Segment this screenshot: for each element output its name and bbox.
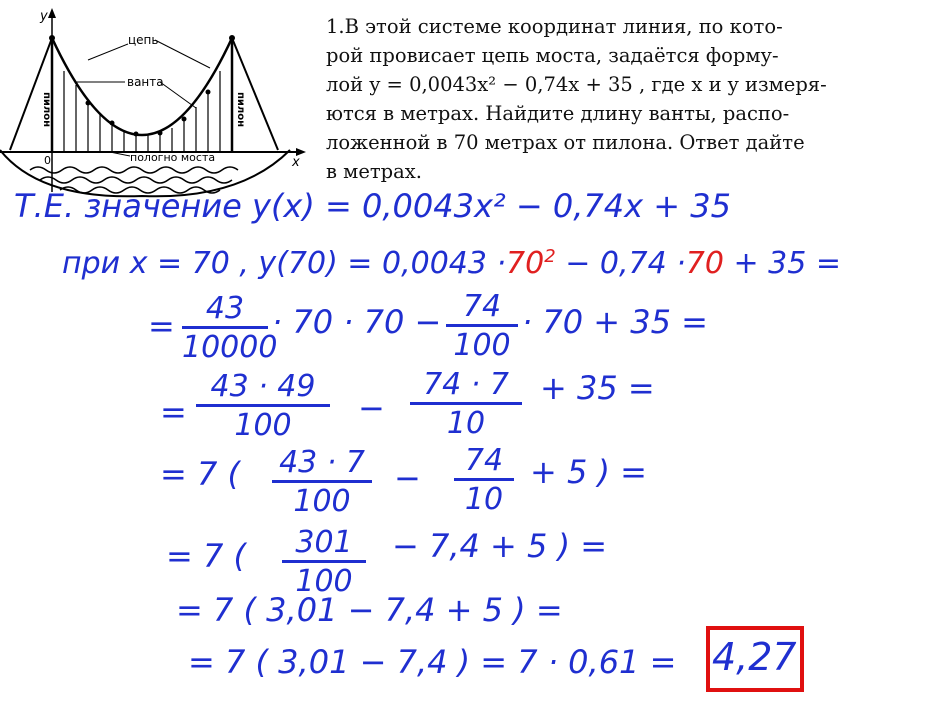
fraction-numerator: 43 · 7	[279, 445, 365, 480]
line6-tail: − 7,4 + 5 ) =	[392, 527, 608, 565]
line5-fraction-1	[272, 445, 372, 519]
line3-mid: · 70 · 70 −	[272, 303, 442, 341]
solution-line-8: = 7 ( 3,01 − 7,4 ) = 7 · 0,61 =	[188, 643, 677, 681]
fraction-numerator: 43 · 49	[210, 369, 316, 404]
line6-fraction-1	[282, 525, 366, 599]
line3-fraction-2	[446, 289, 518, 363]
line2-part-a: при x = 70 , y(70) = 0,0043 ·	[62, 246, 507, 281]
problem-line: 1.В этой системе координат линия, по кото-	[326, 15, 783, 38]
problem-text	[326, 12, 926, 186]
line2-exponent: 2	[544, 246, 556, 267]
fraction-denominator: 100	[293, 484, 351, 519]
problem-line: ются в метрах. Найдите длину ванты, распо-	[326, 102, 790, 125]
line2-red-70: 70	[506, 246, 545, 281]
line4-fraction-1	[196, 369, 330, 443]
line2-part-c: + 35 =	[723, 246, 841, 281]
line4-eq: =	[160, 393, 187, 431]
line5-fraction-2	[454, 443, 514, 517]
problem-line: в метрах.	[326, 160, 422, 183]
fraction-denominator: 100	[234, 408, 292, 443]
line5-tail: + 5 ) =	[530, 453, 647, 491]
solution-line-1: Т.Е. значение y(x) = 0,0043x² − 0,74x + 35	[14, 187, 731, 225]
solution-line-2	[62, 248, 841, 279]
fraction-denominator: 10	[446, 406, 486, 441]
line4-fraction-2	[410, 367, 522, 441]
line3-tail: · 70 + 35 =	[522, 303, 708, 341]
line6-pre: = 7 (	[166, 537, 246, 575]
pylon-left-label: пилон	[41, 92, 52, 128]
fraction-denominator: 10000	[182, 330, 278, 365]
fraction-denominator: 100	[295, 564, 353, 599]
fraction-numerator: 74 · 7	[423, 367, 509, 402]
fraction-numerator: 74	[464, 443, 504, 478]
line3-fraction-1	[182, 291, 278, 365]
solution-line-7: = 7 ( 3,01 − 7,4 + 5 ) =	[176, 591, 563, 629]
line5-mid: −	[394, 459, 421, 497]
fraction-numerator: 43	[205, 291, 245, 326]
line4-mid: −	[358, 389, 385, 427]
stay-label: ванта	[127, 75, 164, 89]
line2-red-70b: 70	[685, 246, 724, 281]
fraction-denominator: 100	[453, 328, 511, 363]
y-axis-label: y	[40, 9, 48, 24]
final-answer: 4,27	[712, 635, 797, 679]
problem-line: лой y = 0,0043x² − 0,74x + 35 , где x и y измеря-	[326, 73, 827, 96]
line3-eq: =	[148, 307, 175, 345]
origin-label: 0	[44, 154, 51, 167]
fraction-numerator: 74	[462, 289, 502, 324]
problem-line: рой провисает цепь моста, задаётся форму-	[326, 44, 779, 67]
deck-label: пологно моста	[130, 151, 216, 164]
x-axis-label: x	[292, 155, 300, 170]
line2-part-b: − 0,74 ·	[555, 246, 686, 281]
pylon-right-label: пилон	[235, 92, 246, 128]
problem-line: ложенной в 70 метрах от пилона. Ответ дайте	[326, 131, 805, 154]
chain-label: цепь	[128, 33, 159, 47]
fraction-denominator: 10	[464, 482, 504, 517]
fraction-numerator: 301	[295, 525, 353, 560]
bridge-diagram	[0, 0, 310, 200]
line4-tail: + 35 =	[540, 369, 655, 407]
line5-pre: = 7 (	[160, 455, 240, 493]
